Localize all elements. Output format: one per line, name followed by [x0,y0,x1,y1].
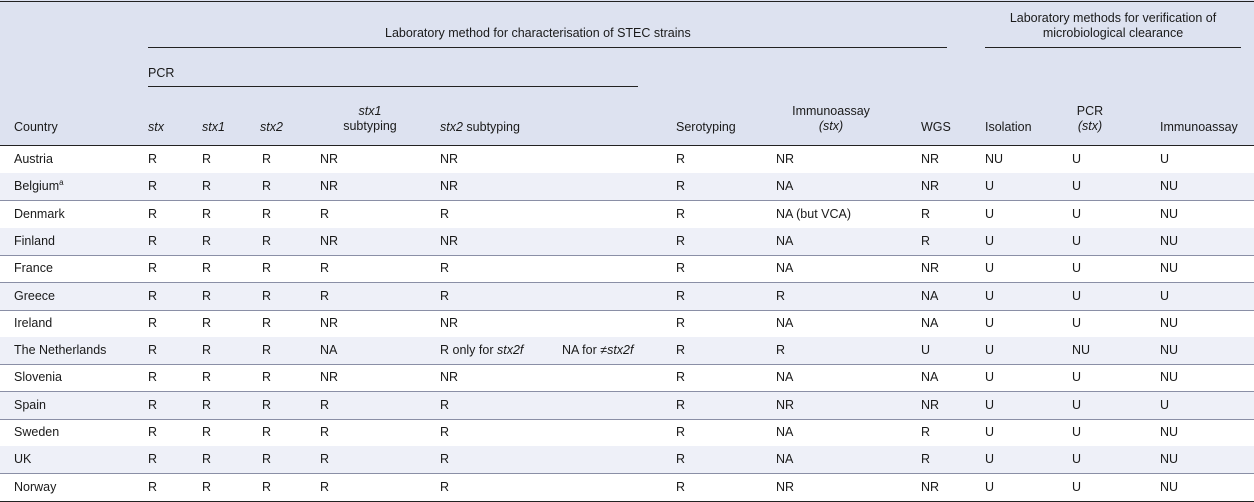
cell-serotyping: R [676,288,686,303]
cell-stx2: R [262,343,272,358]
table-row [0,228,1254,256]
col-header-pcr-stx [1060,104,1120,134]
cell-stx: R [148,479,158,494]
cell-stx2: R [262,179,272,194]
cell-stx1-subtyping: NR [320,233,339,248]
cell-stx1-subtyping: NR [320,152,339,166]
cell-immunoassay-stx: NR [776,479,795,494]
stx2-subtyping-text: NR [440,152,459,166]
cell-immunoassay: NU [1160,425,1179,439]
cell-stx: R [148,179,158,194]
cell-pcr-stx: U [1072,370,1082,385]
cell-isolation: U [985,206,995,221]
cell-stx1-subtyping: R [320,206,330,221]
cell-stx2-subtyping [440,419,449,446]
table-row [0,201,1254,229]
cell-immunoassay-stx: NA [776,452,794,467]
cell-country [14,474,56,501]
cell-immunoassay: NU [1160,452,1179,467]
cell-stx1: R [202,425,212,439]
cell-stx1-subtyping: R [320,397,330,412]
cell-stx: R [148,370,158,385]
table-row [0,392,1254,420]
col-header-pcr-line1: PCR [1076,104,1104,118]
cell-immunoassay: NU [1160,233,1179,248]
table-row [0,474,1254,501]
col-header-immunoassay-line1: Immunoassay [792,104,870,118]
cell-stx1: R [202,343,212,358]
cell-stx: R [148,315,158,330]
cell-stx2: R [262,152,272,166]
cell-serotyping: R [676,397,686,412]
cell-serotyping: R [676,479,686,494]
cell-wgs: NR [921,261,940,276]
cell-immunoassay: U [1160,288,1170,303]
footnote-marker: a [59,178,64,188]
country-name: Ireland [14,315,53,330]
group-header-verification-line1: Laboratory methods for verification of [1009,11,1217,25]
cell-wgs: NA [921,288,939,303]
cell-wgs: U [921,343,931,358]
cell-immunoassay: NU [1160,261,1179,276]
cell-stx1-subtyping: NA [320,343,338,358]
country-name: Finland [14,233,55,248]
cell-wgs: R [921,233,931,248]
cell-isolation: U [985,397,995,412]
col-header-stx1-subtyping-line1: stx1 [358,104,382,118]
cell-wgs: NA [921,370,939,385]
cell-stx2: R [262,425,272,439]
cell-stx2-subtyping [440,364,458,391]
cell-pcr-stx: U [1072,152,1082,166]
cell-immunoassay-stx: NR [776,152,795,166]
col-header-stx1-subtyping-line2: subtyping [343,119,397,133]
stx2-subtyping-text: R [440,397,450,412]
cell-stx1: R [202,179,212,194]
cell-stx2-subtyping [440,446,449,473]
col-header-stx2-subtyping [440,120,520,135]
table-row [0,446,1254,474]
cell-immunoassay-stx: NA (but VCA) [776,206,852,221]
group-rule-characterisation [148,47,947,48]
cell-serotyping: R [676,261,686,276]
cell-stx2-subtyping [440,173,458,200]
col-header-immunoassay-stx [766,104,896,134]
table-row [0,364,1254,392]
col-header-immunoassay-line2: (stx) [818,119,844,133]
cell-stx1: R [202,152,212,166]
cell-immunoassay: NU [1160,479,1179,494]
country-name: Spain [14,397,46,412]
cell-stx1: R [202,397,212,412]
table-row [0,337,1254,365]
cell-stx1-subtyping: NR [320,370,339,385]
country-name: The Netherlands [14,343,107,358]
col-header-wgs: WGS [921,120,951,134]
cell-stx1: R [202,206,212,221]
col-header-country: Country [14,120,58,134]
cell-stx2-subtyping [440,310,458,337]
group-header-verification-line2: microbiological clearance [1042,26,1184,40]
cell-isolation: U [985,315,995,330]
cell-stx2: R [262,452,272,467]
cell-stx2-subtyping [440,474,449,501]
cell-serotyping: R [676,179,686,194]
cell-stx2: R [262,479,272,494]
cell-serotyping: R [676,233,686,248]
cell-stx: R [148,261,158,276]
stx2-subtyping-text: R [440,452,450,467]
country-name: Slovenia [14,370,62,385]
cell-wgs: R [921,452,931,467]
cell-stx2-subtyping [440,146,458,173]
cell-country [14,337,106,364]
cell-country [14,228,55,255]
stx2-subtyping-text: NR [440,370,459,385]
cell-country [14,201,65,228]
table-row [0,283,1254,311]
cell-serotyping: R [676,425,686,439]
country-name: Greece [14,288,55,303]
cell-serotyping: R [676,452,686,467]
col-header-stx2 [260,120,283,135]
pcr-group-header: PCR [148,66,175,80]
cell-stx2: R [262,370,272,385]
country-name: Denmark [14,206,65,221]
cell-country [14,446,31,473]
cell-stx1-subtyping: R [320,425,330,439]
cell-stx2-subtyping [440,337,523,364]
table-row [0,310,1254,338]
cell-wgs: NR [921,397,940,412]
stx2-subtyping-note-italic: stx2f [607,343,634,358]
cell-pcr-stx: U [1072,288,1082,303]
cell-pcr-stx: U [1072,261,1082,276]
pcr-group-rule [148,86,638,87]
cell-serotyping: R [676,206,686,221]
cell-stx2-subtyping-note [562,337,633,364]
col-header-stx1-text: stx1 [202,120,225,134]
cell-immunoassay-stx: NA [776,233,794,248]
cell-pcr-stx: U [1072,479,1082,494]
col-header-immunoassay: Immunoassay [1160,120,1238,134]
stx2-subtyping-text: NR [440,315,459,330]
cell-country [14,419,59,446]
cell-stx: R [148,288,158,303]
cell-serotyping: R [676,370,686,385]
cell-immunoassay-stx: NA [776,261,794,276]
country-name: UK [14,452,32,467]
cell-country [14,364,62,391]
cell-isolation: NU [985,152,1004,166]
cell-stx1-subtyping: R [320,479,330,494]
cell-stx1: R [202,479,212,494]
col-header-stx2-subtyping-italic: stx2 [440,120,463,134]
stx2-subtyping-note-text: NA for ≠ [562,343,608,358]
country-name: Sweden [14,425,60,439]
cell-stx1: R [202,370,212,385]
cell-country [14,173,64,200]
cell-stx2: R [262,261,272,276]
cell-stx2: R [262,206,272,221]
cell-stx1: R [202,233,212,248]
cell-stx1-subtyping: NR [320,315,339,330]
col-header-stx [148,120,164,135]
cell-stx2: R [262,397,272,412]
cell-immunoassay: NU [1160,315,1179,330]
group-header-verification [985,11,1241,41]
cell-stx1-subtyping: R [320,261,330,276]
cell-isolation: U [985,261,995,276]
cell-immunoassay: NU [1160,206,1179,221]
stx2-subtyping-text: R only for [440,343,497,358]
cell-stx1-subtyping: R [320,288,330,303]
col-header-pcr-line2: (stx) [1077,119,1103,133]
cell-wgs: NR [921,479,940,494]
cell-immunoassay: U [1160,152,1170,166]
cell-stx: R [148,152,158,166]
cell-immunoassay-stx: NA [776,179,794,194]
cell-pcr-stx: U [1072,425,1082,439]
cell-stx: R [148,452,158,467]
stx2-subtyping-text: NR [440,179,459,194]
cell-serotyping: R [676,315,686,330]
cell-stx1: R [202,261,212,276]
cell-wgs: R [921,206,931,221]
cell-serotyping: R [676,152,686,166]
stx2-subtyping-text: R [440,479,450,494]
cell-immunoassay-stx: NR [776,397,795,412]
col-header-stx-text: stx [148,120,164,134]
cell-stx1: R [202,315,212,330]
cell-isolation: U [985,179,995,194]
cell-country [14,283,55,310]
col-header-stx2-text: stx2 [260,120,283,134]
country-name: Austria [14,152,53,166]
group-rule-verification [985,47,1241,48]
stx2-subtyping-text: R [440,206,450,221]
cell-country [14,310,52,337]
group-header-characterisation: Laboratory method for characterisation of STEC strains [385,26,691,40]
cell-stx2: R [262,315,272,330]
col-header-stx1 [202,120,225,135]
cell-pcr-stx: U [1072,315,1082,330]
table-row [0,255,1254,283]
cell-country [14,255,53,282]
cell-immunoassay: NU [1160,179,1179,194]
cell-stx2-subtyping [440,283,449,310]
cell-stx: R [148,397,158,412]
cell-immunoassay: U [1160,397,1170,412]
cell-immunoassay-stx: NA [776,315,794,330]
cell-pcr-stx: U [1072,206,1082,221]
cell-stx1-subtyping: R [320,452,330,467]
table-row [0,146,1254,174]
table-top-rule [0,1,1254,2]
cell-stx: R [148,206,158,221]
col-header-isolation: Isolation [985,120,1032,134]
table-row [0,173,1254,201]
cell-stx2-subtyping [440,228,458,255]
cell-pcr-stx: NU [1072,343,1091,358]
table-row [0,419,1254,447]
country-name: Belgium [14,179,60,194]
cell-stx2-subtyping [440,392,449,419]
stx2-subtyping-text: R [440,425,450,439]
cell-isolation: U [985,425,995,439]
col-header-stx2-subtyping-rest: subtyping [462,120,520,134]
cell-stx2-subtyping [440,201,449,228]
col-header-serotyping: Serotyping [676,120,736,134]
cell-wgs: NR [921,152,940,166]
cell-country [14,392,46,419]
cell-immunoassay-stx: R [776,288,786,303]
cell-stx2: R [262,288,272,303]
cell-pcr-stx: U [1072,179,1082,194]
cell-stx: R [148,233,158,248]
country-name: France [14,261,53,276]
cell-wgs: NA [921,315,939,330]
country-name: Norway [14,479,57,494]
cell-isolation: U [985,343,995,358]
cell-immunoassay: NU [1160,343,1179,358]
col-header-stx1-subtyping [320,104,420,134]
stx2-subtyping-text: R [440,261,450,276]
cell-immunoassay-stx: NA [776,425,794,439]
cell-immunoassay-stx: NA [776,370,794,385]
stx2-subtyping-text: R [440,288,450,303]
cell-immunoassay-stx: R [776,343,786,358]
cell-pcr-stx: U [1072,452,1082,467]
cell-pcr-stx: U [1072,397,1082,412]
cell-stx1: R [202,452,212,467]
cell-stx2: R [262,233,272,248]
cell-isolation: U [985,288,995,303]
cell-immunoassay: NU [1160,370,1179,385]
stx2-subtyping-text: NR [440,233,459,248]
cell-serotyping: R [676,343,686,358]
cell-isolation: U [985,233,995,248]
cell-isolation: U [985,479,995,494]
cell-stx1: R [202,288,212,303]
cell-country [14,146,53,173]
cell-wgs: R [921,425,931,439]
cell-isolation: U [985,452,995,467]
cell-stx: R [148,343,158,358]
cell-stx: R [148,425,158,439]
cell-stx2-subtyping [440,255,449,282]
cell-stx1-subtyping: NR [320,179,339,194]
stx2-subtyping-italic: stx2f [496,343,524,358]
cell-pcr-stx: U [1072,233,1082,248]
cell-wgs: NR [921,179,940,194]
cell-isolation: U [985,370,995,385]
